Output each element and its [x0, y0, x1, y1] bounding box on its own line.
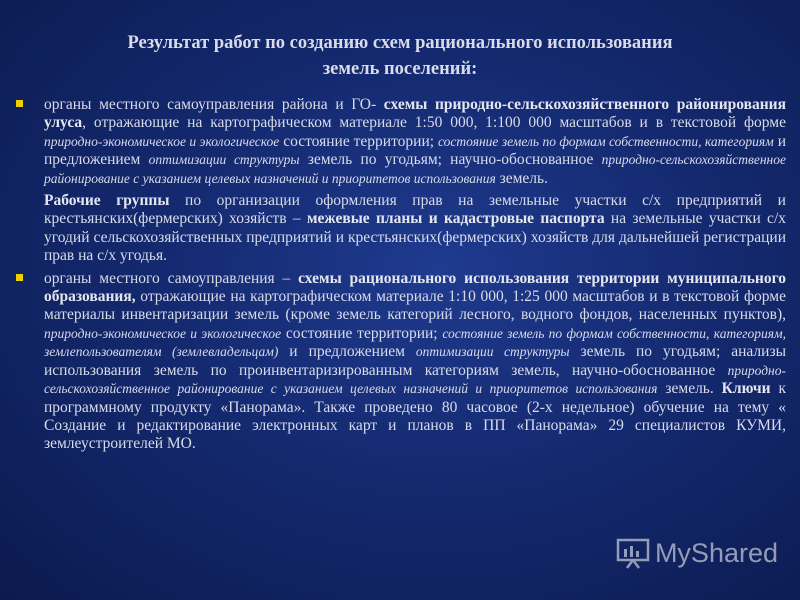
text: на земельные участки с/х угодий сельскохозяйственных предприятий и крестьянских(фермерских) хозяйств для дальнейшей регистрации прав на с/х угодья.	[44, 210, 786, 265]
slide-title-line2: земель поселений:	[322, 59, 478, 79]
bold-text: Рабочие группы	[44, 192, 170, 210]
text: земель по угодьям; научно-обоснованное	[299, 151, 602, 169]
italic-text: оптимизации структуры	[415, 344, 570, 360]
slide-title-line1: Результат работ по созданию схем рационального использования	[127, 33, 673, 53]
italic-text: оптимизации структуры	[148, 152, 300, 168]
presentation-icon	[615, 536, 651, 570]
text: по организации оформления прав на земельные участки с/х предприятий и крестьянских(фермерских) хозяйств –	[44, 192, 786, 228]
text: отражающие на картографическом материале 1:10 000, 1:25 000 масштабов и в текстовой форме материалы инвентаризации земель (кроме земель категорий лесного, водного фондов, населенных пунктов),	[44, 288, 786, 324]
text: и предложением	[278, 343, 416, 361]
italic-text: состояние земель по формам собственности, категориям	[437, 133, 774, 149]
text: земель.	[495, 169, 548, 187]
slide-body	[16, 96, 786, 454]
text: земель.	[657, 380, 722, 398]
bold-text: схемы природно-сельскохозяйственного районирования улуса	[44, 96, 786, 132]
italic-text: состояние земель по формам собственности, категориям, землепользователям (землевладельцам)	[44, 325, 786, 360]
text: к программному продукту «Панорама». Также проведено 80 часовое (2-х недельное) обучение на тему « Создание и редактирование электронных карт и планов в ПП «Панорама» 29 специалистов КУМИ, землеустроителей МО.	[44, 380, 786, 453]
bullet-paragraph-3	[16, 270, 786, 454]
square-bullet-icon	[16, 274, 23, 281]
italic-text: природно-сельскохозяйственное районирование с указанием целевых назначений и приоритетов использования	[44, 152, 786, 186]
myshared-logo	[615, 536, 778, 570]
text: органы местного самоуправления –	[44, 269, 299, 287]
text: и предложением	[44, 132, 786, 169]
italic-text: природно-экономическое и экологическое	[44, 325, 282, 341]
text: органы местного самоуправления района и ГО-	[44, 96, 384, 113]
italic-text: природно-сельскохозяйственное районирование с указанием целевых назначений и приоритетов использования	[44, 362, 786, 397]
slide-title	[40, 30, 760, 82]
italic-text: природно-экономическое и экологическое	[44, 133, 280, 149]
text: земель по угодьям; анализы использования земель по проинвентаризированным категориям земель, научно-обоснованное	[44, 343, 786, 379]
text: состояние территории;	[281, 324, 443, 342]
paragraph-2	[16, 192, 786, 266]
logo-text: MyShared	[654, 537, 778, 568]
text: , отражающие на картографическом материале 1:50 000, 1:100 000 масштабов и в текстовой форме	[82, 114, 786, 132]
text: состояние территории;	[279, 132, 438, 150]
bold-text: межевые планы и кадастровые паспорта	[306, 210, 605, 228]
bullet-paragraph-1	[16, 96, 786, 188]
square-bullet-icon	[16, 100, 23, 107]
bold-text: схемы рационального использования территории муниципального образования,	[44, 269, 787, 306]
bold-text: Ключи	[721, 380, 771, 398]
